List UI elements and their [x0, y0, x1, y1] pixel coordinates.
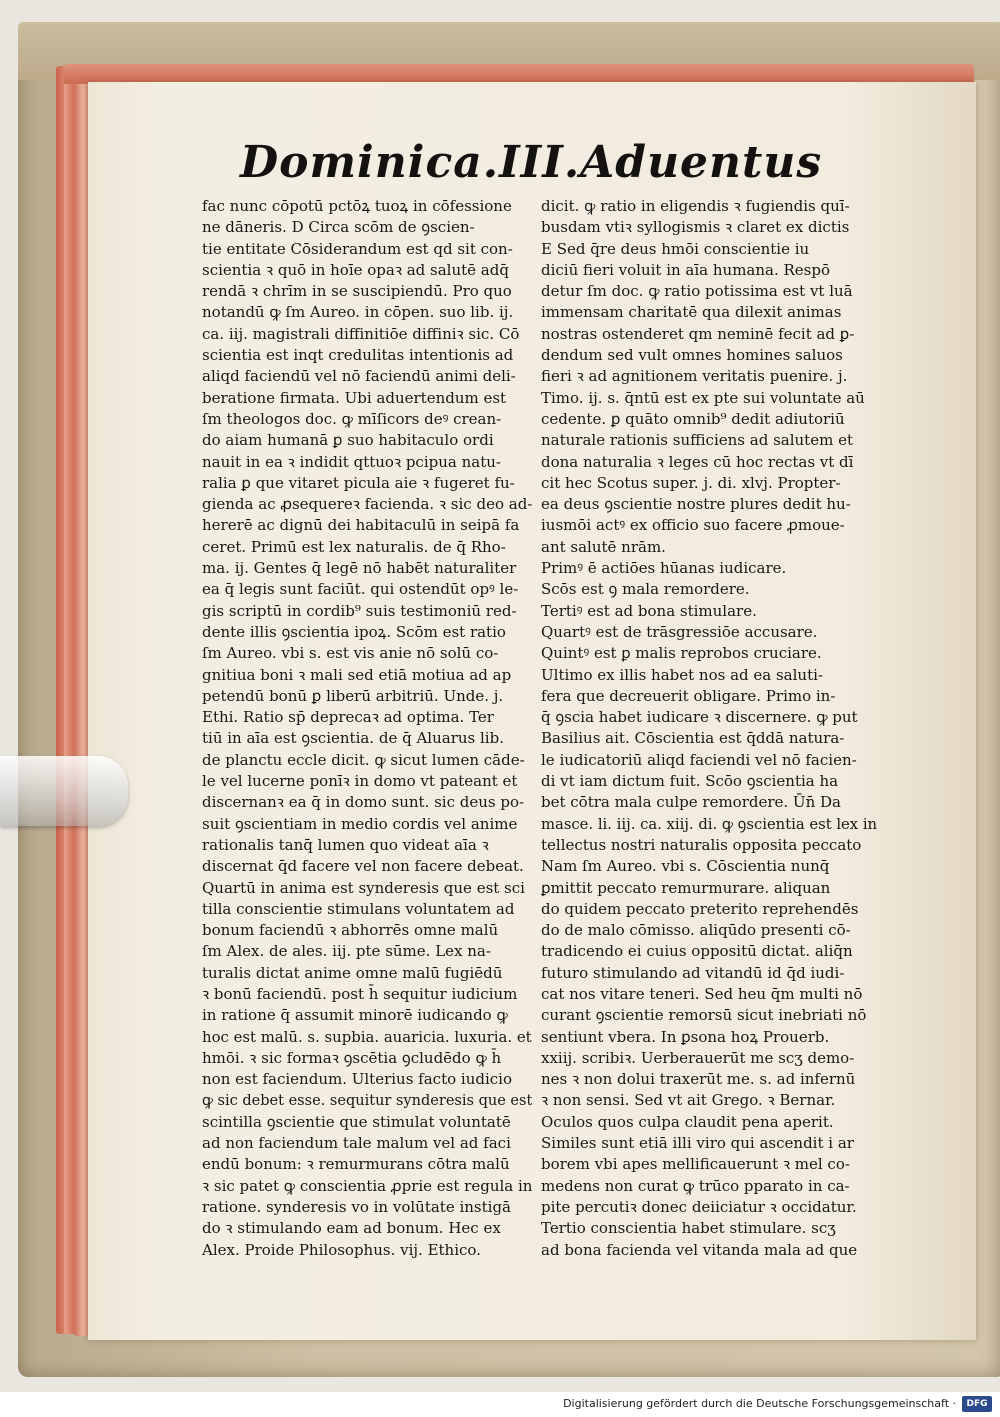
text-line: non est faciendum. Ulterius facto iudicio — [202, 1070, 512, 1089]
text-line: le iudicatoriū aliqd faciendi vel nō facien- — [541, 750, 857, 769]
text-line: Tertio conscientia habet stimulare. scʒ — [541, 1219, 836, 1238]
text-line: cit hec Scotus super. j. di. xlvj. Propter- — [541, 473, 841, 492]
text-line: ꝛ bonū faciendū. post h̄ sequitur iudicium — [202, 984, 518, 1003]
text-line: E Sed q̄re deus hmōi conscientie iu — [541, 239, 810, 258]
text-line: ca. iij. magistrali diffinitiōe diffiniꝛ sic. Cō — [202, 324, 520, 343]
text-line: Tertiꝰ est ad bona stimulare. — [541, 601, 757, 620]
text-line: nes ꝛ non dolui traxerūt me. s. ad infernū — [541, 1070, 856, 1089]
text-line: q̄ ꝯscia habet iudicare ꝛ discernere. ꝙ put — [541, 708, 858, 727]
text-line: rendā ꝛ chrīm in se suscipiendū. Pro quo — [202, 282, 512, 301]
page-edge-top-red — [64, 64, 974, 84]
text-line: Nam ſm Aureo. vbi s. Cōscientia nunq̄ — [541, 857, 830, 876]
text-line: nauit in ea ꝛ indidit qttuoꝛ pcipua natu- — [202, 452, 501, 471]
text-line: in ratione q̄ assumit minorē iudicando ꝙ — [202, 1006, 508, 1025]
text-line: ꝛ sic patet ꝙ conscientia ꝓprie est regula in — [202, 1176, 532, 1195]
text-line: ratione. synderesis vo in volūtate instigā — [202, 1197, 511, 1216]
text-line: medens non curat ꝙ trūco pparato in ca- — [541, 1176, 850, 1195]
text-line: dicit. ꝙ ratio in eligendis ꝛ fugiendis quī- — [541, 197, 850, 215]
text-line: Scōs est ꝯ mala remordere. — [541, 580, 750, 599]
text-line: curant ꝯscientie remorsū sicut inebriati nō — [541, 1006, 867, 1025]
text-line: bet cōtra mala culpe remordere. Ūn̄ Da — [541, 793, 841, 812]
text-line: ad non faciendum tale malum vel ad faci — [202, 1134, 511, 1153]
text-line: dendum sed vult omnes homines saluos — [541, 346, 843, 365]
text-line: scientia ꝛ quō in hoīe opaꝛ ad salutē adq̄ — [202, 260, 509, 279]
text-line: ſm theologos doc. ꝙ mīſicors deꝰ crean- — [202, 409, 502, 428]
text-line: xxiij. scribiꝛ. Uerberauerūt me scʒ demo- — [541, 1048, 855, 1067]
text-line: Ethi. Ratio sp̄ deprecaꝛ ad optima. Ter — [202, 708, 494, 727]
dfg-logo: DFG — [962, 1396, 992, 1412]
text-line: aliqd faciendū vel nō faciendū animi deli- — [202, 367, 516, 386]
text-line: le vel lucerne ponīꝛ in domo vt pateant et — [202, 772, 518, 791]
text-line: do quidem peccato preterito reprehendēs — [541, 899, 859, 918]
text-line: gis scriptū in cordib⁹ suis testimoniū red- — [202, 601, 517, 620]
text-line: hmōi. ꝛ sic formaꝛ ꝯscētia ꝯcludēdo ꝙ h̄ — [202, 1048, 502, 1067]
text-line: immensam charitatē qua dilexit animas — [541, 303, 842, 322]
text-line: suit ꝯscientiam in medio cordis vel anime — [202, 814, 518, 833]
text-line: do ꝛ stimulando eam ad bonum. Hec ex — [202, 1219, 501, 1238]
text-line: scintilla ꝯscientie que stimulat voluntatē — [202, 1112, 511, 1131]
text-line: endū bonum: ꝛ remurmurans cōtra malū — [202, 1155, 510, 1174]
text-line: fera que decreuerit obligare. Primo in- — [541, 686, 836, 705]
text-line: ea q̄ legis sunt faciūt. qui ostendūt opꝰ le- — [202, 580, 519, 599]
text-line: ꝙ sic debet esse. sequitur synderesis que est — [202, 1091, 533, 1110]
text-line: beratione firmata. Ubi aduertendum est — [202, 388, 507, 407]
text-line: gnitiua boni ꝛ mali sed etiā motiua ad ap — [202, 665, 512, 684]
text-line: ſm Aureo. vbi s. est vis anie nō solū co- — [202, 644, 499, 663]
text-line: hoc est malū. s. supbia. auaricia. luxuria. et — [202, 1027, 532, 1046]
text-line: hererē ac dignū dei habitaculū in seipā fa — [202, 516, 520, 535]
text-line: tellectus nostri naturalis opposita peccato — [541, 835, 862, 854]
text-line: Alex. Proide Philosophus. vij. Ethico. — [202, 1240, 481, 1259]
text-line: gienda ac ꝓsequereꝛ facienda. ꝛ sic deo ad- — [202, 495, 532, 514]
text-line: tilla conscientie stimulans voluntatem ad — [202, 899, 515, 918]
text-line: tie entitate Cōsiderandum est qd sit con- — [202, 239, 513, 258]
text-line: detur ſm doc. ꝙ ratio potissima est vt luā — [541, 282, 853, 301]
text-line: fieri ꝛ ad agnitionem veritatis puenire. j. — [541, 367, 848, 386]
text-line: ſm Alex. de ales. iij. pte sūme. Lex na- — [202, 942, 491, 961]
text-line: ad bona facienda vel vitanda mala ad que — [541, 1240, 858, 1259]
text-line: ne dāneris. D Circa scōm de ꝯscien- — [202, 218, 475, 237]
text-line: cat nos vitare teneri. Sed heu q̄m multi nō — [541, 984, 863, 1003]
text-line: do aiam humanā ꝑ suo habitaculo ordi — [202, 431, 494, 450]
text-line: sentiunt vbera. In ꝑsona hoꝝ Prouerb. — [541, 1027, 830, 1046]
text-line: di vt iam dictum fuit. Scōo ꝯscientia ha — [541, 772, 839, 791]
text-line: futuro stimulando ad vitandū id q̄d iudi- — [541, 963, 845, 982]
text-line: Similes sunt etiā illi viro qui ascendit i ar — [541, 1134, 854, 1153]
footer-credit: Digitalisierung gefördert durch die Deutsche Forschungsgemeinschaft · — [563, 1397, 956, 1410]
text-line: ant salutē nrām. — [541, 537, 666, 556]
text-line: ceret. Primū est lex naturalis. de q̄ Rho- — [202, 537, 506, 556]
text-line: rationalis tanq̄ lumen quo videat aīa ꝛ — [202, 835, 489, 854]
text-line: ea deus ꝯscientie nostre plures dedit hu- — [541, 495, 851, 514]
text-line: discernanꝛ ea q̄ in domo sunt. sic deus po- — [202, 793, 525, 812]
text-line: diciū fieri voluit in aīa humana. Respō — [541, 260, 831, 279]
text-line: ꝛ non sensi. Sed vt ait Grego. ꝛ Bernar. — [541, 1091, 836, 1110]
text-column-right — [541, 196, 877, 1261]
text-line: ralia ꝑ que vitaret picula aie ꝛ fugeret fu- — [202, 473, 515, 492]
text-line: pite percutiꝛ donec deiiciatur ꝛ occidatur. — [541, 1197, 857, 1216]
text-line: Primꝰ ē actiōes hūanas iudicare. — [541, 559, 787, 578]
text-line: turalis dictat anime omne malū fugiēdū — [202, 963, 503, 982]
text-line: discernat q̄d facere vel non facere debeat. — [202, 857, 524, 876]
text-line: Ultimo ex illis habet nos ad ea saluti- — [541, 665, 823, 684]
text-line: naturale rationis sufficiens ad salutem et — [541, 431, 853, 450]
text-line: petendū bonū ꝑ liberū arbitriū. Unde. j. — [202, 686, 504, 705]
text-line: masce. li. iij. ca. xiij. di. ꝙ ꝯscientia est lex in — [541, 814, 877, 833]
text-line: cedente. ꝑ quāto omnib⁹ dedit adiutoriū — [541, 409, 845, 428]
text-line: notandū ꝙ ſm Aureo. in cōpen. suo lib. ij. — [202, 303, 514, 322]
text-line: Oculos quos culpa claudit pena aperit. — [541, 1112, 834, 1131]
text-line: de planctu eccle dicit. ꝙ sicut lumen cāde- — [202, 750, 525, 769]
text-line: dente illis ꝯscientia ipoꝝ. Scōm est ratio — [202, 622, 506, 641]
text-line: Quartū in anima est synderesis que est sci — [202, 878, 525, 897]
glass-page-weight — [0, 756, 128, 826]
text-line: ma. ij. Gentes q̄ legē nō habēt naturaliter — [202, 559, 517, 578]
text-line: scientia est inqt credulitas intentionis ad — [202, 346, 514, 365]
text-line: dona naturalia ꝛ leges cū hoc rectas vt dī — [541, 452, 854, 471]
text-line: Basilius ait. Cōscientia est q̄ddā natura- — [541, 729, 845, 748]
text-line: bonum faciendū ꝛ abhorrēs omne malū — [202, 921, 499, 940]
text-line: borem vbi apes mellificauerunt ꝛ mel co- — [541, 1155, 850, 1174]
text-line: nostras ostenderet qm neminē fecit ad ꝑ- — [541, 324, 855, 343]
text-line: Quintꝰ est ꝑ malis reprobos cruciare. — [541, 644, 822, 663]
text-line: do de malo cōmisso. aliqūdo presenti cō- — [541, 921, 851, 940]
text-line: iusmōi actꝰ ex officio suo facere ꝓmoue- — [541, 516, 845, 535]
text-line: fac nunc cōpotū pctōꝝ tuoꝝ in cōfessione — [202, 197, 512, 215]
text-line: Quartꝰ est de trāsgressiōe accusare. — [541, 622, 818, 641]
text-column-left — [202, 196, 532, 1261]
text-line: busdam vtiꝛ syllogismis ꝛ claret ex dictis — [541, 218, 850, 237]
text-line: Timo. ij. s. q̄ntū est ex pte sui voluntate aū — [541, 388, 865, 407]
text-line: tiū in aīa est ꝯscientia. de q̄ Aluarus lib. — [202, 729, 504, 748]
page-title: Dominica.III.Aduentus — [240, 137, 823, 188]
text-line: ꝑmittit peccato remurmurare. aliquan — [541, 878, 831, 897]
text-line: tradicendo ei cuius oppositū dictat. aliq̄n — [541, 942, 853, 961]
